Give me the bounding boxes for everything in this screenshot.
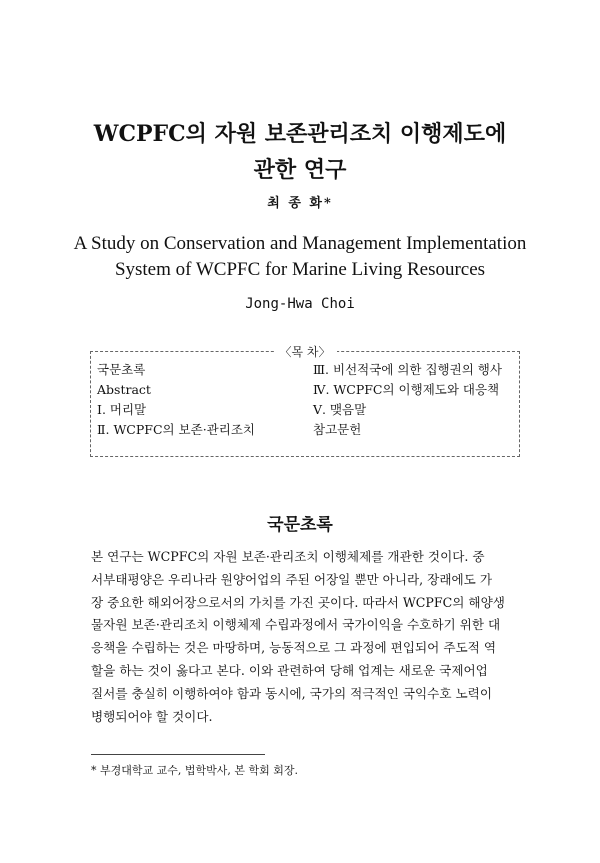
toc-label: 〈목 차〉 <box>91 343 519 360</box>
toc-item: 참고문헌 <box>313 422 362 437</box>
korean-author: 최 종 화* <box>267 196 333 211</box>
toc-item: Abstract <box>97 382 151 397</box>
english-author: Jong-Hwa Choi <box>245 296 355 312</box>
toc-item: Ⅰ. 머리말 <box>97 402 147 417</box>
english-title-line-1: A Study on Conservation and Management Implementation <box>73 233 527 254</box>
table-of-contents <box>90 345 520 457</box>
korean-title-line-2: 관한 연구 <box>253 157 347 183</box>
korean-title-line-1: WCPFC의 자원 보존관리조치 이행제도에 <box>93 121 507 147</box>
footnote: * 부경대학교 교수, 법학박사, 본 학회 회장. <box>91 764 298 777</box>
toc-item: Ⅳ. WCPFC의 이행제도와 대응책 <box>313 382 500 397</box>
english-title-line-2: System of WCPFC for Marine Living Resources <box>114 259 486 280</box>
abstract-line: 본 연구는 WCPFC의 자원 보존·관리조치 이행체제를 개관한 것이다. 중 <box>91 549 485 564</box>
toc-item: Ⅱ. WCPFC의 보존·관리조치 <box>97 422 255 437</box>
toc-right-column <box>313 360 502 440</box>
korean-title <box>0 116 600 188</box>
toc-item: 국문초록 <box>97 362 146 377</box>
toc-item: Ⅲ. 비선적국에 의한 집행권의 행사 <box>313 362 502 377</box>
abstract-line: 물자원 보존·관리조치 이행체제 수립과정에서 국가이익을 수호하기 위한 대 <box>91 617 501 633</box>
english-title <box>0 231 600 283</box>
toc-item: Ⅴ. 맺음말 <box>313 402 367 417</box>
abstract-body <box>91 546 510 728</box>
abstract-line: 병행되어야 할 것이다. <box>91 708 213 724</box>
abstract-line: 질서를 충실히 이행하여야 함과 동시에, 국가의 적극적인 국익수호 노력이 <box>91 685 492 701</box>
abstract-line: 서부태평양은 우리나라 원양어업의 주된 어장일 뿐만 아니라, 장래에도 가 <box>91 571 492 587</box>
footnote-divider <box>91 754 265 755</box>
abstract-line: 응책을 수립하는 것은 마땅하며, 능동적으로 그 과정에 편입되어 주도적 역 <box>91 640 496 656</box>
abstract-line: 장 중요한 해외어장으로서의 가치를 가진 곳이다. 따라서 WCPFC의 해양생 <box>91 594 505 610</box>
toc-left-column <box>97 360 255 440</box>
abstract-line: 할을 하는 것이 옳다고 본다. 이와 관련하여 당해 업계는 새로운 국제어업 <box>91 662 488 678</box>
section-heading: 국문초록 <box>267 515 333 535</box>
